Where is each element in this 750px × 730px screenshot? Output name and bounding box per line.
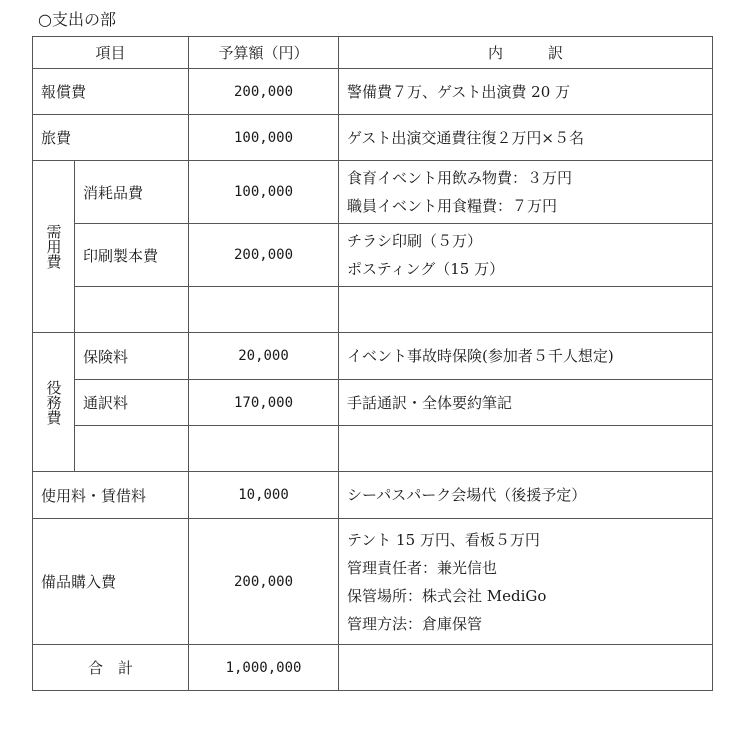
- detail-line: 食育イベント用飲み物費：３万円: [347, 169, 573, 187]
- detail-line: テント 15 万円、看板５万円: [347, 530, 540, 549]
- table-row-consumables: [33, 161, 713, 224]
- item-label: 備品購入費: [33, 519, 189, 645]
- detail-line: 職員イベント用食糧費：７万円: [347, 197, 558, 215]
- amount-cell: 170,000: [189, 380, 339, 426]
- item-label: 通訳料: [75, 380, 189, 426]
- table-row-honorarium: [33, 69, 713, 115]
- empty-cell: [339, 287, 713, 333]
- table-row-printing: [33, 224, 713, 287]
- empty-cell: [75, 287, 189, 333]
- amount-cell: 200,000: [189, 224, 339, 287]
- detail-cell: [339, 69, 713, 115]
- detail-line: ポスティング（15 万）: [347, 260, 505, 278]
- total-label: 合 計: [33, 645, 189, 691]
- detail-cell: [339, 115, 713, 161]
- amount-cell: 200,000: [189, 519, 339, 645]
- empty-cell: [75, 426, 189, 472]
- table-row-travel: [33, 115, 713, 161]
- item-label: 保険料: [75, 333, 189, 380]
- detail-line: イベント事故時保険(参加者５千人想定): [347, 347, 614, 365]
- detail-line: シーパスパーク会場代（後援予定）: [347, 486, 587, 504]
- header-detail: 内 訳: [339, 37, 713, 69]
- group-label-services: 役務費: [33, 333, 75, 472]
- detail-cell: [339, 380, 713, 426]
- item-label: 印刷製本費: [75, 224, 189, 287]
- detail-line: チラシ印刷（５万）: [347, 232, 483, 250]
- header-row: [33, 37, 713, 69]
- empty-cell: [189, 287, 339, 333]
- amount-cell: 200,000: [189, 69, 339, 115]
- detail-line: 保管場所：株式会社 MediGo: [347, 586, 547, 605]
- detail-line: ゲスト出演交通費往復２万円×５名: [347, 128, 584, 147]
- detail-cell: [339, 519, 713, 645]
- group-label-supplies: 需用費: [33, 161, 75, 333]
- amount-cell: 100,000: [189, 115, 339, 161]
- table-row-empty: [33, 426, 713, 472]
- expense-table: [32, 36, 713, 691]
- header-budget: 予算額（円）: [189, 37, 339, 69]
- table-row-total: [33, 645, 713, 691]
- detail-line: 警備費７万、ゲスト出演費 20 万: [347, 82, 571, 101]
- item-label: 消耗品費: [75, 161, 189, 224]
- detail-line: 手話通訳・全体要約筆記: [347, 393, 513, 412]
- item-label: 報償費: [33, 69, 189, 115]
- detail-cell: [339, 161, 713, 224]
- detail-line: 管理方法：倉庫保管: [347, 614, 483, 633]
- empty-cell: [339, 426, 713, 472]
- item-label: 旅費: [33, 115, 189, 161]
- table-row-equipment: [33, 519, 713, 645]
- amount-cell: 10,000: [189, 472, 339, 519]
- table-row-empty: [33, 287, 713, 333]
- amount-cell: 100,000: [189, 161, 339, 224]
- detail-cell: [339, 224, 713, 287]
- detail-line: 管理責任者：兼光信也: [347, 558, 498, 577]
- amount-cell: 20,000: [189, 333, 339, 380]
- table-row-interpretation: [33, 380, 713, 426]
- table-row-rental: [33, 472, 713, 519]
- detail-cell: [339, 472, 713, 519]
- total-amount: 1,000,000: [189, 645, 339, 691]
- section-heading: ○支出の部: [38, 10, 116, 29]
- detail-cell: [339, 333, 713, 380]
- empty-cell: [189, 426, 339, 472]
- empty-cell: [339, 645, 713, 691]
- header-item: 項目: [33, 37, 189, 69]
- table-row-insurance: [33, 333, 713, 380]
- item-label: 使用料・賃借料: [33, 472, 189, 519]
